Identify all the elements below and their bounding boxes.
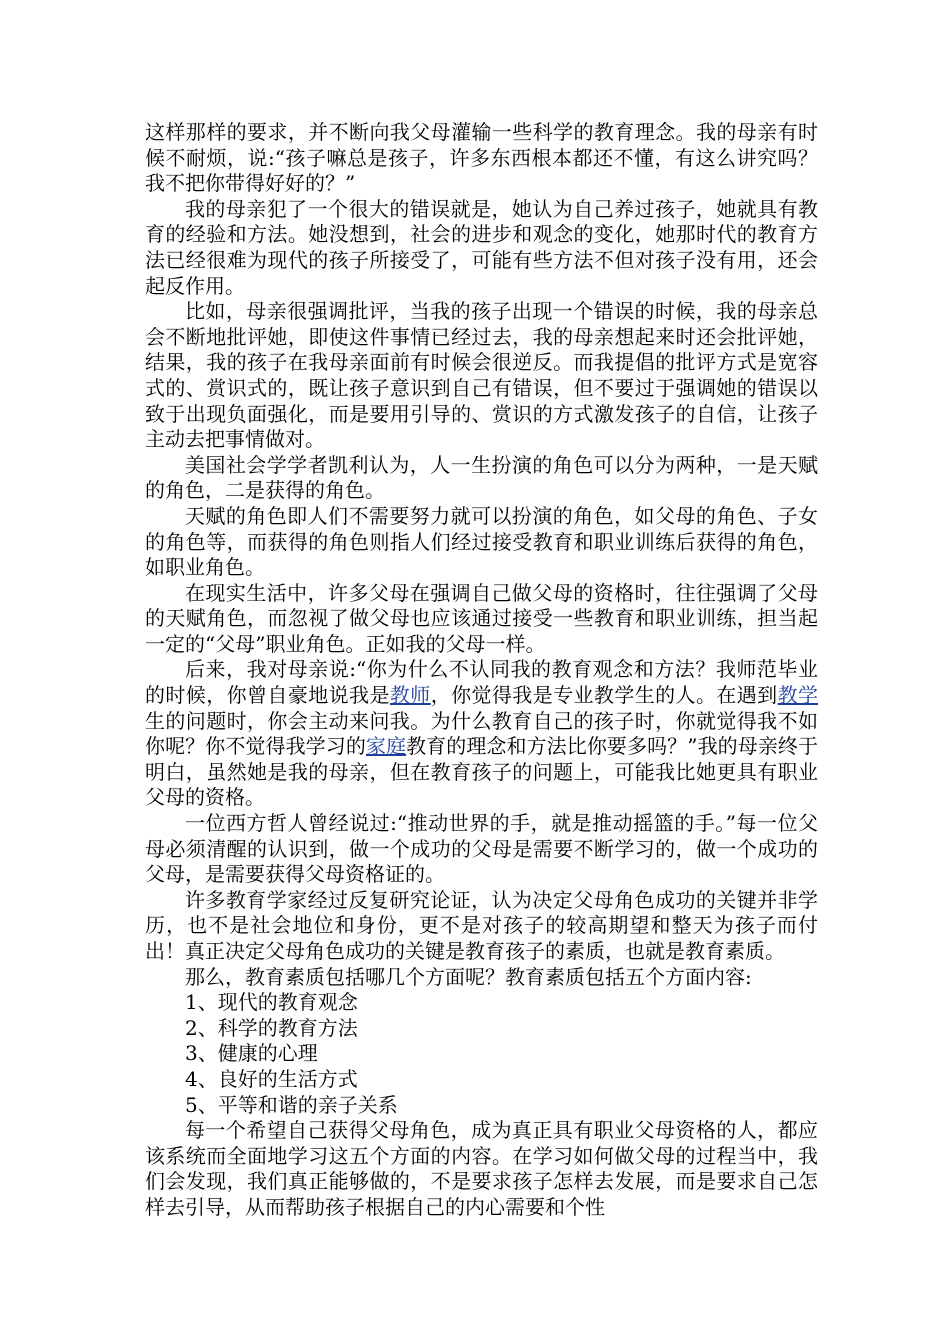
paragraph-text: 后来，我对母亲说:“你为什么不认同我的教育观念和方法？我师范毕业的时候，你曾自豪地说我是: [145, 657, 818, 708]
paragraph-text: 生的问题时，你会主动来问我。为什么教育自己的孩子时，你就觉得我不如你呢？你不觉得我学习的: [145, 708, 818, 759]
paragraph: 那么，教育素质包括哪几个方面呢？教育素质包括五个方面内容:: [185, 964, 752, 989]
link-teacher[interactable]: 教师: [389, 683, 431, 708]
list-item: 3、健康的心理: [185, 1041, 318, 1066]
list-item: 2、科学的教育方法: [185, 1015, 358, 1040]
paragraph: 在现实生活中，许多父母在强调自己做父母的资格时，往往强调了父母的天赋角色，而忽视了做父母也应该通过接受一些教育和职业训练，担当起一定的“父母”职业角色。正如我的父母一样。: [145, 580, 818, 656]
paragraph-text: 教育的理念和方法比你要多吗？”我的母亲终于明白，虽然她是我的母亲，但在教育孩子的问题上，可能我比她更具有职业父母的资格。: [145, 734, 818, 810]
paragraph-text: ，你觉得我是专业教学生的人。在遇到: [430, 683, 778, 708]
paragraph: 每一个希望自己获得父母角色，成为真正具有职业父母资格的人，都应该系统而全面地学习这五个方面的内容。在学习如何做父母的过程当中，我们会发现，我们真正能够做的，不是要求孩子怎样去发展，而是要求自己怎样去引导，从而帮助孩子根据自己的内心需要和个性: [145, 1118, 818, 1219]
paragraph: 这样那样的要求，并不断向我父母灌输一些科学的教育理念。我的母亲有时候不耐烦，说:“孩子嘛总是孩子，许多东西根本都还不懂，有这么讲究吗？我不把你带得好好的？”: [145, 120, 818, 196]
paragraph-with-links: [145, 657, 818, 811]
paragraph: 天赋的角色即人们不需要努力就可以扮演的角色，如父母的角色、子女的角色等，而获得的角色则指人们经过接受教育和职业训练后获得的角色，如职业角色。: [145, 503, 818, 580]
link-family[interactable]: 家庭: [365, 734, 407, 759]
paragraph: 一位西方哲人曾经说过:“推动世界的手，就是推动摇篮的手。”每一位父母必须清醒的认识到，做一个成功的父母是需要不断学习的，做一个成功的父母，是需要获得父母资格证的。: [145, 811, 818, 887]
list-item: 1、现代的教育观念: [185, 990, 358, 1015]
list-item: 5、平等和谐的亲子关系: [185, 1092, 398, 1117]
link-teaching[interactable]: 教学: [777, 683, 818, 708]
paragraph: 美国社会学学者凯利认为，人一生扮演的角色可以分为两种，一是天赋的角色，二是获得的角色。: [145, 452, 818, 503]
paragraph: 许多教育学家经过反复研究论证，认为决定父母角色成功的关键并非学历，也不是社会地位和身份，更不是对孩子的较高期望和整天为孩子而付出！真正决定父母角色成功的关键是教育孩子的素质，也就是教育素质。: [145, 887, 818, 963]
paragraph: 我的母亲犯了一个很大的错误就是，她认为自己养过孩子，她就具有教育的经验和方法。她没想到，社会的进步和观念的变化，她那时代的教育方法已经很难为现代的孩子所接受了，可能有些方法不但对孩子没有用，还会起反作用。: [145, 196, 818, 298]
list-item: 4、良好的生活方式: [185, 1066, 358, 1091]
paragraph: 比如，母亲很强调批评，当我的孩子出现一个错误的时候，我的母亲总会不断地批评她，即使这件事情已经过去，我的母亲想起来时还会批评她，结果，我的孩子在我母亲面前有时候会很逆反。而我提倡的批评方式是宽容式的、赏识式的，既让孩子意识到自己有错误，但不要过于强调她的错误以致于出现负面强化，而是要用引导的、赏识的方式激发孩子的自信，让孩子主动去把事情做对。: [145, 299, 818, 452]
